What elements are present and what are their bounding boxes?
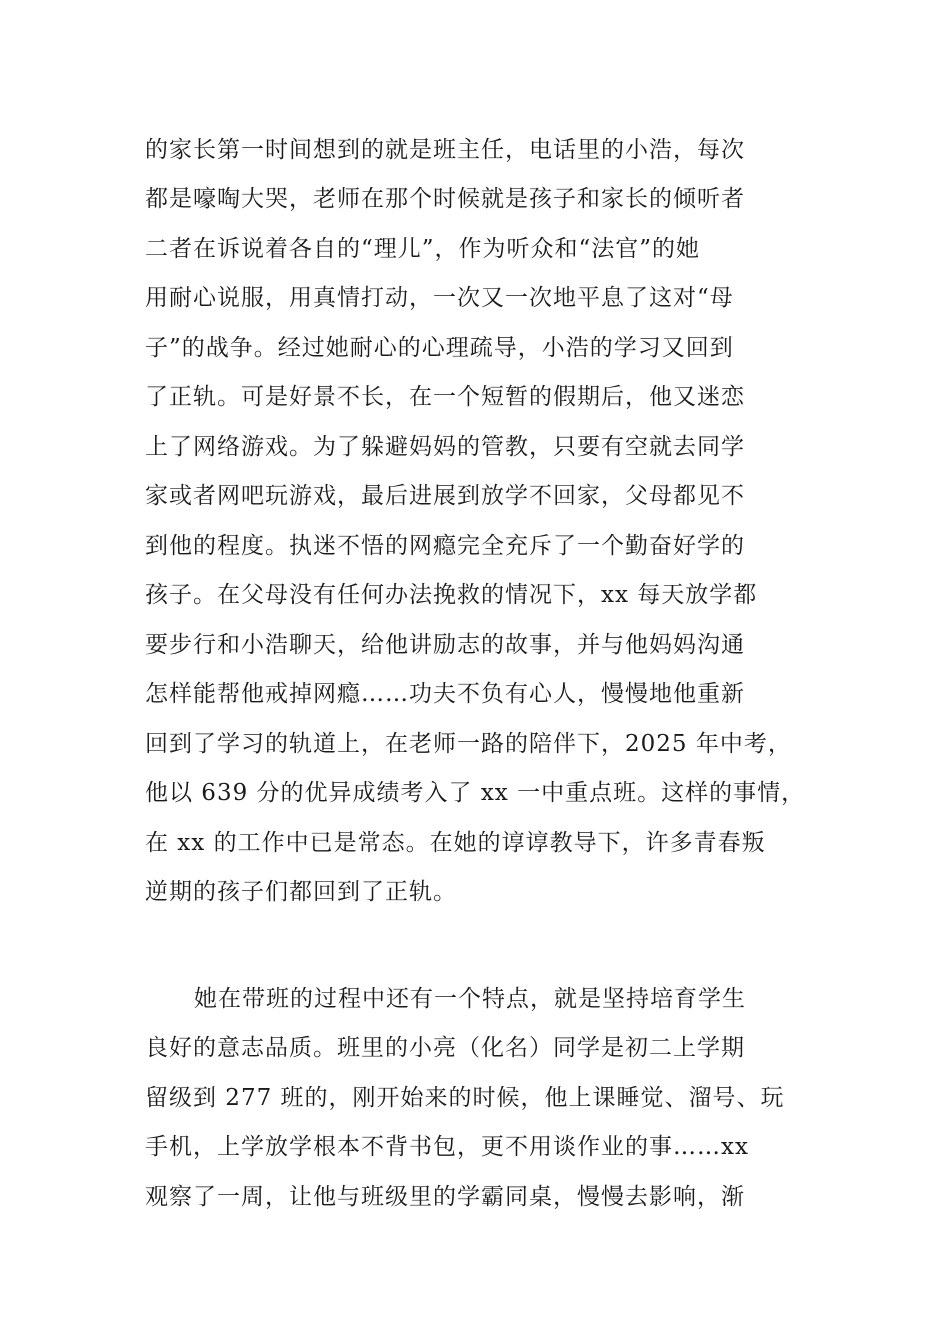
text-line: 用耐心说服，用真情打动，一次又一次地平息了这对“母	[145, 285, 734, 311]
text-line: 观察了一周，让他与班级里的学霸同桌，慢慢去影响，渐	[145, 1184, 745, 1210]
text-line: 在 xx 的工作中已是常态。在她的谆谆教导下，许多青春叛	[145, 830, 766, 856]
text-line: 子”的战争。经过她耐心的心理疏导，小浩的学习又回到	[145, 335, 734, 361]
text-line: 怎样能帮他戒掉网瘾……功夫不负有心人，慢慢地他重新	[145, 681, 745, 707]
text-line: 他以 639 分的优异成绩考入了 xx 一中重点班。这样的事情，	[145, 780, 806, 806]
text-line: 到他的程度。执迷不悟的网瘾完全充斥了一个勤奋好学的	[145, 533, 745, 559]
text-line: 了正轨。可是好景不长，在一个短暂的假期后，他又迷恋	[145, 384, 745, 410]
text-line: 二者在诉说着各自的“理儿”，作为听众和“法官”的她	[145, 236, 701, 262]
text-line: 她在带班的过程中还有一个特点，就是坚持培育学生	[194, 986, 746, 1012]
text-line: 良好的意志品质。班里的小亮（化名）同学是初二上学期	[145, 1035, 745, 1061]
text-line: 家或者网吧玩游戏，最后进展到放学不回家，父母都见不	[145, 483, 745, 509]
text-line: 孩子。在父母没有任何办法挽救的情况下，xx 每天放学都	[145, 582, 758, 608]
text-line: 逆期的孩子们都回到了正轨。	[145, 879, 457, 905]
text-line: 要步行和小浩聊天，给他讲励志的故事，并与他妈妈沟通	[145, 632, 745, 658]
text-line: 上了网络游戏。为了躲避妈妈的管教，只要有空就去同学	[145, 434, 745, 460]
text-line: 的家长第一时间想到的就是班主任，电话里的小浩，每次	[145, 137, 745, 163]
text-line: 回到了学习的轨道上，在老师一路的陪伴下，2025 年中考，	[145, 731, 792, 757]
text-line: 都是嚎啕大哭，老师在那个时候就是孩子和家长的倾听者	[145, 186, 745, 212]
text-line: 手机，上学放学根本不背书包，更不用谈作业的事……xx	[145, 1134, 749, 1160]
text-line: 留级到 277 班的，刚开始来的时候，他上课睡觉、溜号、玩	[145, 1085, 785, 1111]
